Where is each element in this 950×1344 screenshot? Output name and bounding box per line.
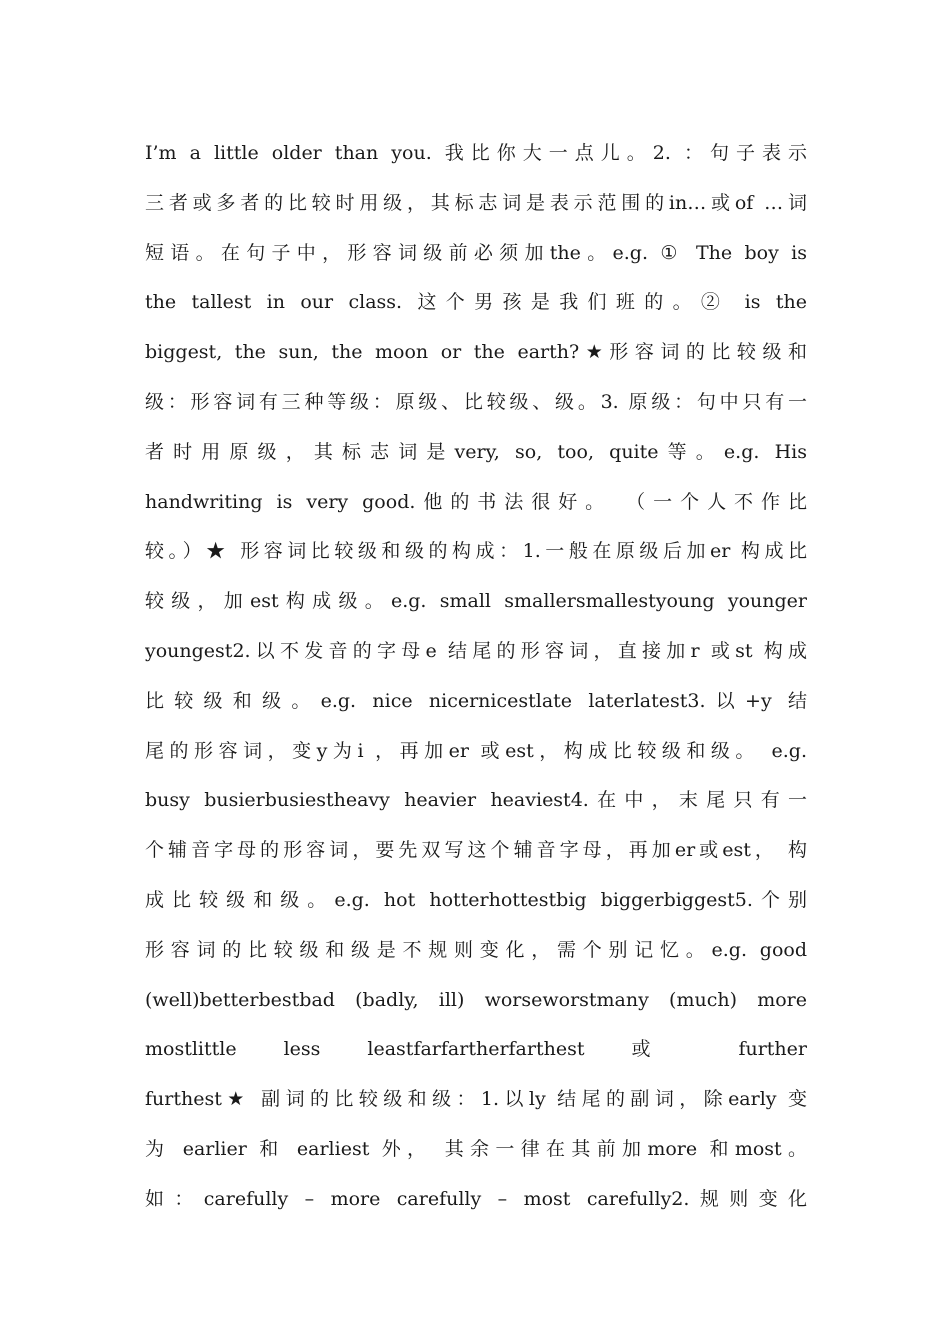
text-line: 比较级和级。e.g. nice nicernicestlate laterlatest3.以+y 结 bbox=[145, 689, 807, 712]
text-line: 三者或多者的比较时用级，其标志词是表示范围的in…或of …词 bbox=[145, 191, 807, 214]
text-line: 形容词的比较级和级是不规则变化，需个别记忆。e.g. good bbox=[145, 938, 807, 961]
text-line: 成比较级和级。e.g. hot hotterhottestbig biggerbiggest5.个别 bbox=[145, 888, 807, 911]
document-body bbox=[145, 133, 807, 1229]
text-line: 尾的形容词，变y为i ，再加er 或est，构成比较级和级。 e.g. bbox=[145, 739, 807, 762]
text-line: youngest2.以不发音的字母e 结尾的形容词，直接加r 或st 构成 bbox=[145, 639, 807, 662]
text-line: 级：形容词有三种等级：原级、比较级、级。3. 原级：句中只有一 bbox=[145, 390, 807, 413]
text-line: busy busierbusiestheavy heavier heaviest4.在中，末尾只有一 bbox=[145, 789, 807, 812]
text-line: mostlittle less leastfarfartherfarthest 或 further bbox=[145, 1038, 807, 1061]
text-line: 如：carefully – more carefully – most carefully2.规则变化 bbox=[145, 1187, 807, 1210]
text-line: 短语。在句子中，形容词级前必须加the。e.g. ① The boy is bbox=[145, 241, 807, 264]
text-line: I’m a little older than you. 我比你大一点儿。2. ：句子表示 bbox=[145, 142, 807, 164]
text-line: the tallest in our class. 这个男孩是我们班的。② is the bbox=[145, 291, 807, 314]
text-line: handwriting is very good.他的书法很好。 （一个人不作比 bbox=[145, 490, 807, 513]
text-line: 个辅音字母的形容词，要先双写这个辅音字母，再加er或est， 构 bbox=[145, 839, 807, 862]
text-line: 者时用原级，其标志词是very, so, too, quite等。e.g. His bbox=[145, 440, 807, 463]
text-line: biggest, the sun, the moon or the earth?★形容词的比较级和 bbox=[145, 341, 807, 364]
text-line: 较级，加est构成级。e.g. small smallersmallestyoung younger bbox=[145, 590, 807, 613]
text-line: (well)betterbestbad (badly, ill) worseworstmany (much) more bbox=[145, 988, 807, 1011]
text-line: 为 earlier 和 earliest 外， 其余一律在其前加more 和most。 bbox=[145, 1137, 807, 1160]
text-line: furthest★ 副词的比较级和级：1.以ly 结尾的副词，除early 变 bbox=[145, 1088, 807, 1111]
text-line: 较。）★ 形容词比较级和级的构成：1.一般在原级后加er 构成比 bbox=[145, 540, 807, 563]
